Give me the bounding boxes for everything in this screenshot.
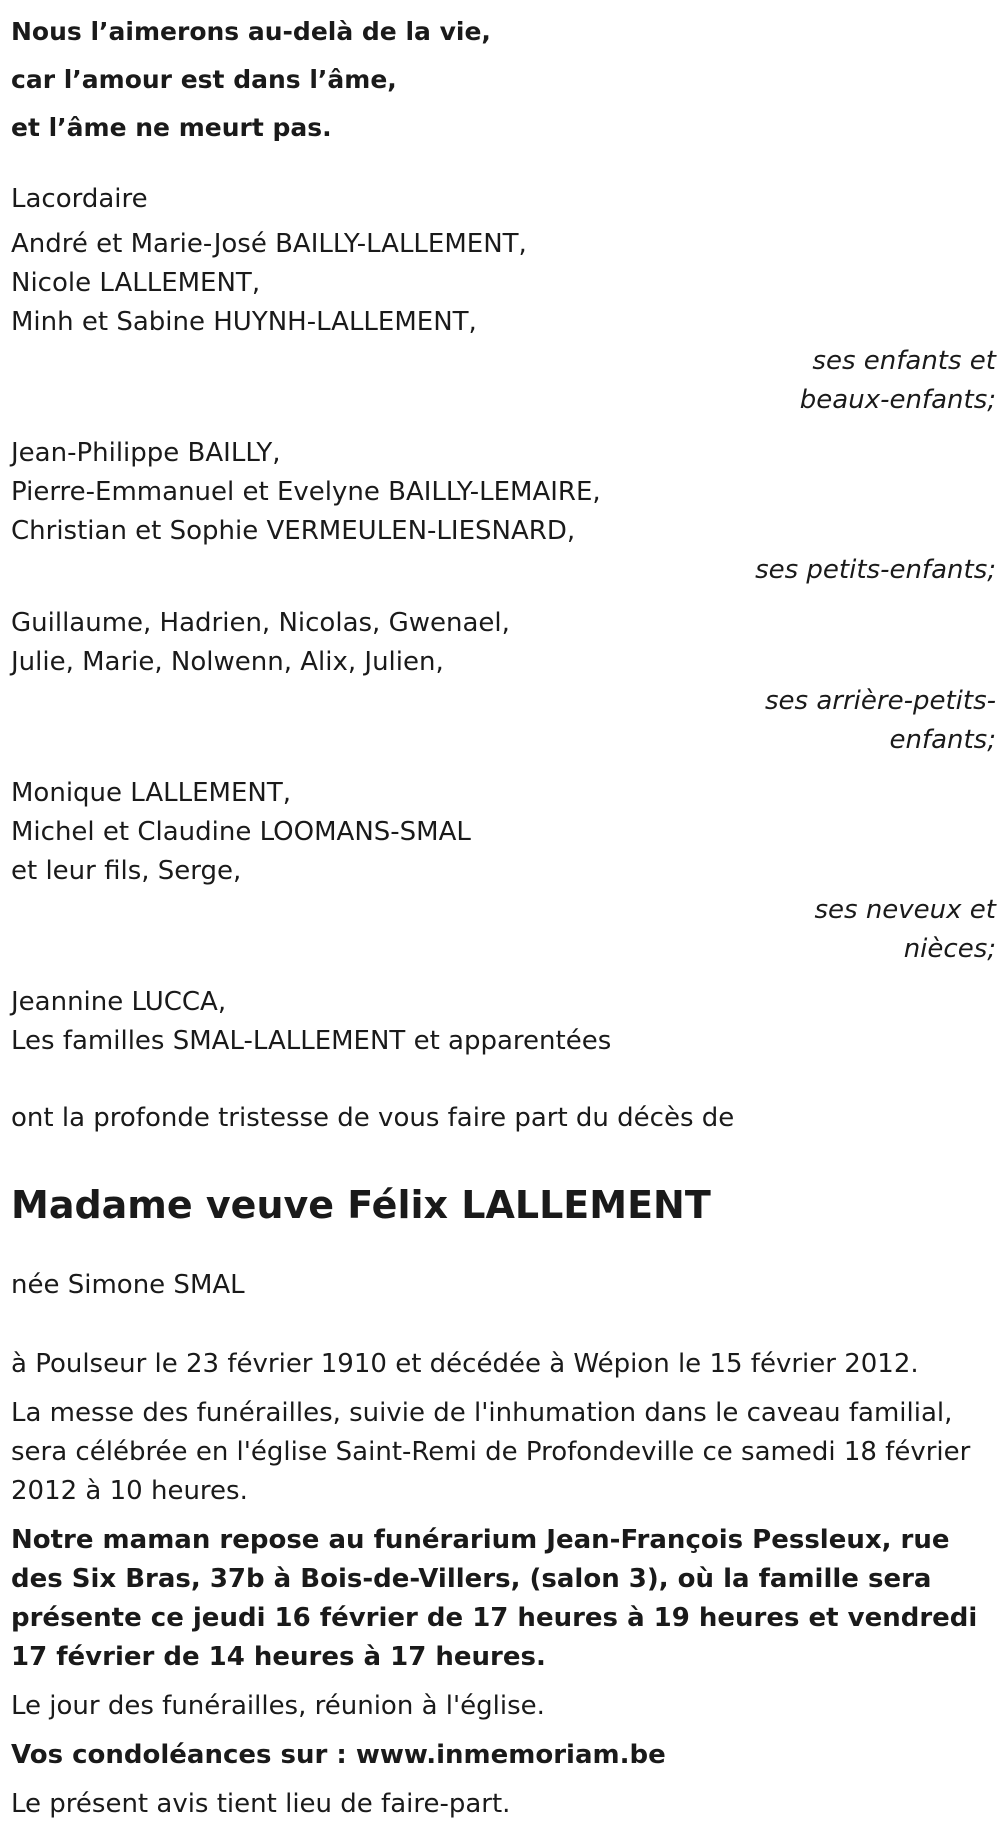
relation-children [11,342,996,420]
grandchildren-group [11,434,996,590]
epigraph-line: et l’âme ne meurt pas. [11,113,332,142]
relation-grandchildren [11,551,996,590]
relation-line: beaux-enfants; [799,385,996,415]
family-name-line: Julie, Marie, Nolwenn, Alix, Julien, [11,647,444,677]
relation-nephews [11,891,996,969]
epigraph-line: car l’amour est dans l’âme, [11,65,397,94]
condolences-info: Vos condoléances sur : www.inmemoriam.be [11,1740,666,1770]
deceased-name: Madame veuve Félix LALLEMENT [11,1183,711,1227]
funeral-details: La messe des funérailles, suivie de l'inhumation dans le caveau familial, sera célébrée en l'église Saint-Remi de Profondeville ce samedi 18 février 2012 à 10 heures. [11,1398,971,1506]
family-name-line: Monique LALLEMENT, [11,778,292,808]
notice-text: Le présent avis tient lieu de faire-part. [11,1789,511,1819]
relation-line: ses arrière-petits- [765,686,996,716]
family-name-line: Nicole LALLEMENT, [11,268,261,298]
visitation-details: Notre maman repose au funérarium Jean-François Pessleux, rue des Six Bras, 37b à Bois-de-Villers, (salon 3), où la famille sera présente ce jeudi 16 février de 17 heures à 19 heures et vendredi 17 février de 14 heures à 17 heures. [11,1525,978,1672]
epigraph [11,8,989,152]
family-name-line: Pierre-Emmanuel et Evelyne BAILLY-LEMAIRE, [11,477,601,507]
family-name-line: Jean-Philippe BAILLY, [11,438,281,468]
relation-line: ses neveux et [814,895,996,925]
family-name-line: André et Marie-José BAILLY-LALLEMENT, [11,229,527,259]
family-name-line: Michel et Claudine LOOMANS-SMAL [11,817,471,847]
announcement-text: ont la profonde tristesse de vous faire part du décès de [11,1103,735,1133]
family-name-line: et leur fils, Serge, [11,856,242,886]
family-name-line: Les familles SMAL-LALLEMENT et apparentées [11,1026,612,1056]
obituary-page [0,8,1000,1819]
nephews-group [11,774,996,969]
family-name-line: Minh et Sabine HUYNH-LALLEMENT, [11,307,477,337]
relation-line: nièces; [903,934,996,964]
relation-great-grandchildren [11,682,996,760]
great-grandchildren-group [11,604,996,760]
others-group [11,983,989,1061]
family-name-line: Christian et Sophie VERMEULEN-LIESNARD, [11,516,576,546]
birth-name: née Simone SMAL [11,1270,245,1300]
family-name-line: Jeannine LUCCA, [11,987,227,1017]
birth-death-dates: à Poulseur le 23 février 1910 et décédée à Wépion le 15 février 2012. [11,1349,919,1379]
epigraph-line: Nous l’aimerons au-delà de la vie, [11,17,491,46]
epigraph-source: Lacordaire [11,184,148,214]
relation-line: ses petits-enfants; [755,555,996,585]
children-group [11,225,996,420]
relation-line: enfants; [889,725,996,755]
family-name-line: Guillaume, Hadrien, Nicolas, Gwenael, [11,608,510,638]
relation-line: ses enfants et [812,346,996,376]
meeting-info: Le jour des funérailles, réunion à l'église. [11,1691,545,1721]
